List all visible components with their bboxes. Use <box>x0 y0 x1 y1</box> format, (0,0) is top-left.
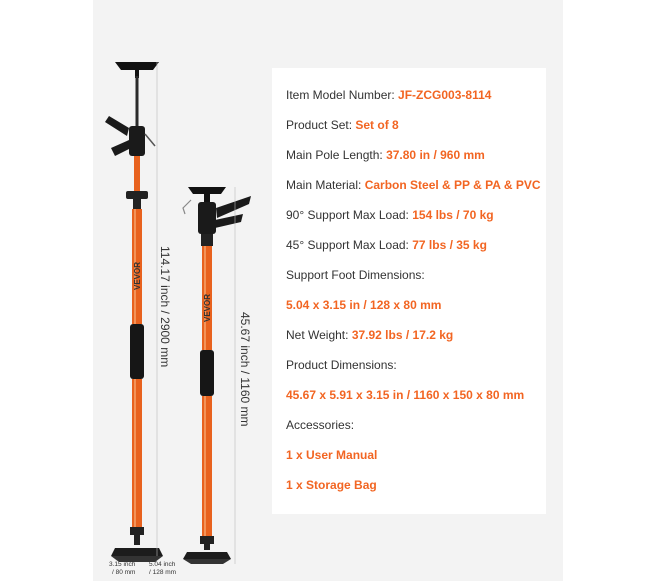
tall-pole-brand-label: VEVOR <box>133 261 142 290</box>
spec-45-load: 45° Support Max Load: 77 lbs / 35 kg <box>286 238 487 252</box>
short-pole-height-label: 45.67 inch / 1160 mm <box>238 312 252 427</box>
tall-pole-height-label: 114.17 inch / 2900 mm <box>158 246 172 368</box>
spec-accessories-label: Accessories: <box>286 418 355 432</box>
foot-width-label: 3.15 inch <box>109 561 136 568</box>
spec-product-dimensions-label: Product Dimensions: <box>286 358 397 372</box>
spec-foot-dimensions-value: 5.04 x 3.15 in / 128 x 80 mm <box>286 298 442 312</box>
spec-accessory-manual: 1 x User Manual <box>286 448 378 462</box>
spec-product-dimensions-value: 45.67 x 5.91 x 3.15 in / 1160 x 150 x 80 mm <box>286 388 525 402</box>
specifications-panel <box>272 68 546 514</box>
support-poles-illustration <box>93 0 293 581</box>
spec-net-weight: Net Weight: 37.92 lbs / 17.2 kg <box>286 328 454 342</box>
spec-accessory-bag: 1 x Storage Bag <box>286 478 377 492</box>
foot-width-label-mm: / 80 mm <box>112 569 136 576</box>
foot-depth-label: 5.04 inch <box>149 561 176 568</box>
spec-model-number: Item Model Number: JF-ZCG003-8114 <box>286 88 492 102</box>
spec-90-load: 90° Support Max Load: 154 lbs / 70 kg <box>286 208 494 222</box>
short-pole-brand-label: VEVOR <box>203 293 212 322</box>
spec-foot-dimensions-label: Support Foot Dimensions: <box>286 268 425 282</box>
spec-product-set: Product Set: Set of 8 <box>286 118 399 132</box>
tall-pole <box>105 62 163 562</box>
foot-depth-label-mm: / 128 mm <box>149 569 177 576</box>
spec-material: Main Material: Carbon Steel & PP & PA & PVC <box>286 178 541 192</box>
spec-pole-length: Main Pole Length: 37.80 in / 960 mm <box>286 148 485 162</box>
